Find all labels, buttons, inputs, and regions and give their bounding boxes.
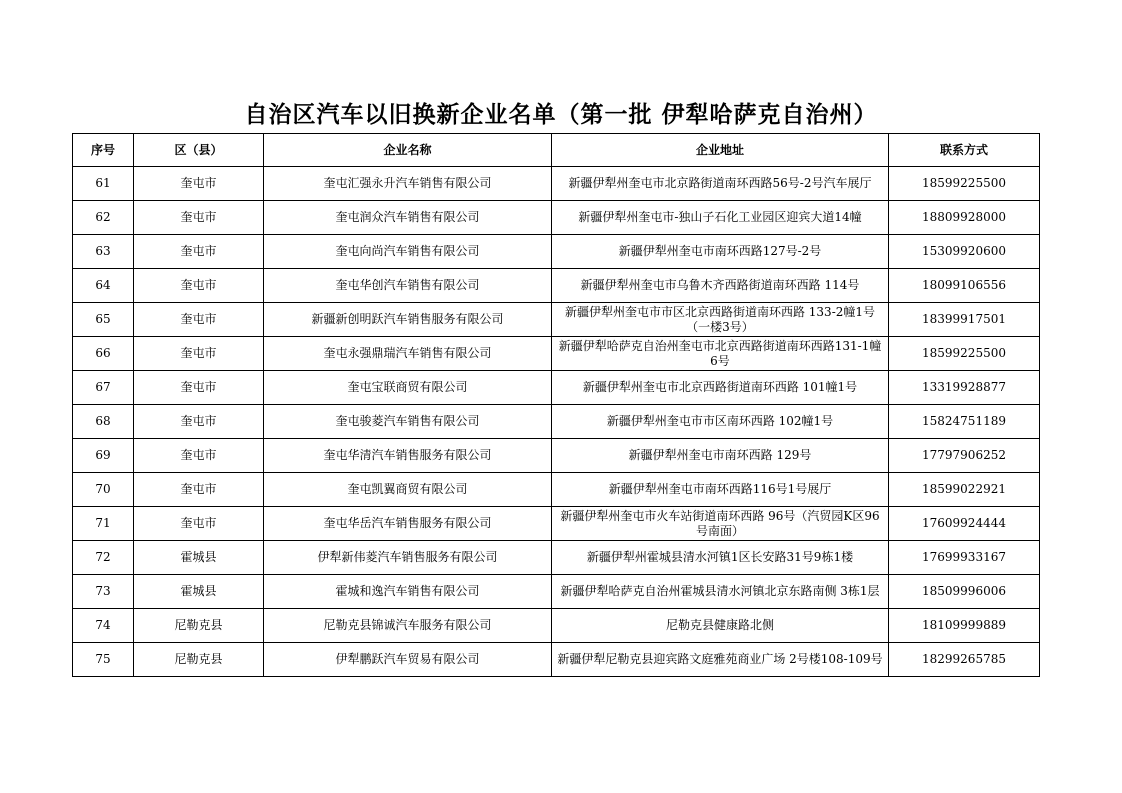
table-row bbox=[73, 507, 1040, 541]
cell-company-name: 奎屯骏菱汽车销售有限公司 bbox=[264, 405, 552, 439]
cell-company-name: 奎屯润众汽车销售有限公司 bbox=[264, 201, 552, 235]
cell-number: 68 bbox=[73, 405, 134, 439]
cell-company-address: 新疆伊犁州奎屯市火车站街道南环西路 96号（汽贸园K区96号南面） bbox=[552, 507, 889, 541]
cell-district: 奎屯市 bbox=[134, 235, 264, 269]
cell-company-name: 霍城和逸汽车销售有限公司 bbox=[264, 575, 552, 609]
cell-number: 74 bbox=[73, 609, 134, 643]
cell-company-address: 新疆伊犁哈萨克自治州霍城县清水河镇北京东路南侧 3栋1层 bbox=[552, 575, 889, 609]
cell-company-address: 尼勒克县健康路北侧 bbox=[552, 609, 889, 643]
cell-contact: 18809928000 bbox=[889, 201, 1040, 235]
header-company-name: 企业名称 bbox=[264, 134, 552, 167]
cell-number: 64 bbox=[73, 269, 134, 303]
cell-company-address: 新疆伊犁州奎屯市-独山子石化工业园区迎宾大道14幢 bbox=[552, 201, 889, 235]
cell-company-address: 新疆伊犁州奎屯市北京西路街道南环西路 101幢1号 bbox=[552, 371, 889, 405]
cell-contact: 17609924444 bbox=[889, 507, 1040, 541]
cell-number: 61 bbox=[73, 167, 134, 201]
table-row bbox=[73, 643, 1040, 677]
cell-contact: 18509996006 bbox=[889, 575, 1040, 609]
table-row bbox=[73, 269, 1040, 303]
table-row bbox=[73, 337, 1040, 371]
table-row bbox=[73, 575, 1040, 609]
header-contact: 联系方式 bbox=[889, 134, 1040, 167]
cell-number: 67 bbox=[73, 371, 134, 405]
cell-district: 奎屯市 bbox=[134, 337, 264, 371]
table-row bbox=[73, 201, 1040, 235]
cell-company-name: 奎屯凯翼商贸有限公司 bbox=[264, 473, 552, 507]
cell-number: 72 bbox=[73, 541, 134, 575]
cell-company-name: 奎屯华岳汽车销售服务有限公司 bbox=[264, 507, 552, 541]
cell-contact: 18399917501 bbox=[889, 303, 1040, 337]
cell-district: 奎屯市 bbox=[134, 473, 264, 507]
cell-number: 70 bbox=[73, 473, 134, 507]
table-row bbox=[73, 439, 1040, 473]
cell-district: 奎屯市 bbox=[134, 439, 264, 473]
header-company-address: 企业地址 bbox=[552, 134, 889, 167]
cell-contact: 17699933167 bbox=[889, 541, 1040, 575]
cell-company-name: 伊犁新伟菱汽车销售服务有限公司 bbox=[264, 541, 552, 575]
cell-company-address: 新疆伊犁州奎屯市乌鲁木齐西路街道南环西路 114号 bbox=[552, 269, 889, 303]
table-row bbox=[73, 303, 1040, 337]
cell-district: 尼勒克县 bbox=[134, 609, 264, 643]
cell-contact: 17797906252 bbox=[889, 439, 1040, 473]
cell-district: 奎屯市 bbox=[134, 201, 264, 235]
cell-number: 73 bbox=[73, 575, 134, 609]
table-row bbox=[73, 405, 1040, 439]
cell-district: 奎屯市 bbox=[134, 303, 264, 337]
cell-company-address: 新疆伊犁州奎屯市南环西路 129号 bbox=[552, 439, 889, 473]
cell-contact: 18599225500 bbox=[889, 167, 1040, 201]
table-row bbox=[73, 167, 1040, 201]
cell-contact: 18599225500 bbox=[889, 337, 1040, 371]
cell-number: 65 bbox=[73, 303, 134, 337]
cell-company-name: 奎屯向尚汽车销售有限公司 bbox=[264, 235, 552, 269]
cell-contact: 18299265785 bbox=[889, 643, 1040, 677]
cell-number: 75 bbox=[73, 643, 134, 677]
cell-company-address: 新疆伊犁州奎屯市市区北京西路街道南环西路 133-2幢1号（一楼3号） bbox=[552, 303, 889, 337]
header-number: 序号 bbox=[73, 134, 134, 167]
cell-company-name: 奎屯永强鼎瑞汽车销售有限公司 bbox=[264, 337, 552, 371]
cell-district: 霍城县 bbox=[134, 575, 264, 609]
table-row bbox=[73, 609, 1040, 643]
cell-district: 奎屯市 bbox=[134, 269, 264, 303]
cell-company-name: 奎屯汇强永升汽车销售有限公司 bbox=[264, 167, 552, 201]
cell-district: 奎屯市 bbox=[134, 167, 264, 201]
header-district: 区（县） bbox=[134, 134, 264, 167]
cell-company-address: 新疆伊犁州奎屯市南环西路116号1号展厅 bbox=[552, 473, 889, 507]
enterprise-table bbox=[72, 133, 1040, 677]
cell-company-name: 奎屯华创汽车销售有限公司 bbox=[264, 269, 552, 303]
cell-company-address: 新疆伊犁州奎屯市北京路街道南环西路56号-2号汽车展厅 bbox=[552, 167, 889, 201]
cell-number: 69 bbox=[73, 439, 134, 473]
table-row bbox=[73, 235, 1040, 269]
cell-district: 霍城县 bbox=[134, 541, 264, 575]
cell-company-name: 伊犁鹏跃汽车贸易有限公司 bbox=[264, 643, 552, 677]
cell-contact: 15824751189 bbox=[889, 405, 1040, 439]
cell-company-address: 新疆伊犁哈萨克自治州奎屯市北京西路街道南环西路131-1幢6号 bbox=[552, 337, 889, 371]
cell-number: 63 bbox=[73, 235, 134, 269]
cell-contact: 15309920600 bbox=[889, 235, 1040, 269]
cell-company-name: 尼勒克县锦诚汽车服务有限公司 bbox=[264, 609, 552, 643]
cell-contact: 18109999889 bbox=[889, 609, 1040, 643]
cell-company-address: 新疆伊犁州霍城县清水河镇1区长安路31号9栋1楼 bbox=[552, 541, 889, 575]
cell-number: 62 bbox=[73, 201, 134, 235]
cell-company-name: 奎屯宝联商贸有限公司 bbox=[264, 371, 552, 405]
table-header-row bbox=[73, 134, 1040, 167]
table-row bbox=[73, 473, 1040, 507]
table-row bbox=[73, 541, 1040, 575]
cell-contact: 18599022921 bbox=[889, 473, 1040, 507]
page-title: 自治区汽车以旧换新企业名单（第一批 伊犁哈萨克自治州） bbox=[244, 102, 878, 128]
cell-district: 奎屯市 bbox=[134, 507, 264, 541]
cell-district: 尼勒克县 bbox=[134, 643, 264, 677]
table-row bbox=[73, 371, 1040, 405]
cell-company-address: 新疆伊犁州奎屯市市区南环西路 102幢1号 bbox=[552, 405, 889, 439]
cell-company-address: 新疆伊犁州奎屯市南环西路127号-2号 bbox=[552, 235, 889, 269]
cell-district: 奎屯市 bbox=[134, 405, 264, 439]
cell-contact: 18099106556 bbox=[889, 269, 1040, 303]
cell-district: 奎屯市 bbox=[134, 371, 264, 405]
cell-contact: 13319928877 bbox=[889, 371, 1040, 405]
cell-number: 71 bbox=[73, 507, 134, 541]
cell-company-name: 新疆新创明跃汽车销售服务有限公司 bbox=[264, 303, 552, 337]
cell-number: 66 bbox=[73, 337, 134, 371]
cell-company-address: 新疆伊犁尼勒克县迎宾路文庭雅苑商业广场 2号楼108-109号 bbox=[552, 643, 889, 677]
cell-company-name: 奎屯华清汽车销售服务有限公司 bbox=[264, 439, 552, 473]
